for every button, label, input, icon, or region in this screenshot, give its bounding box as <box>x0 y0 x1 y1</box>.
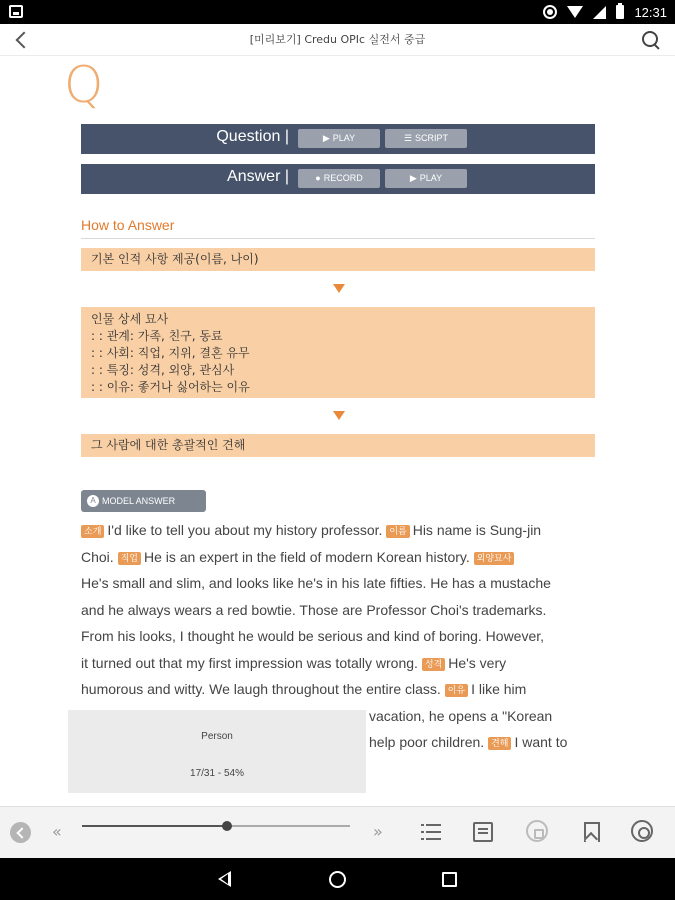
battery-icon <box>616 5 624 19</box>
script-icon: ☰ <box>403 133 413 143</box>
app-bar <box>0 24 675 56</box>
step-2-item: : : 관계: 가족, 친구, 동료 <box>91 329 223 343</box>
slider-fill <box>82 825 227 827</box>
page-slider[interactable] <box>82 825 350 827</box>
back-circle-icon[interactable] <box>10 822 31 843</box>
question-letter: Q <box>64 56 104 114</box>
step-box-2 <box>81 307 595 398</box>
answer-line: From his looks, I thought he would be serious and kind of boring. However, <box>81 628 545 644</box>
tag-label: 이유 <box>445 684 468 697</box>
question-label: Question | <box>216 128 289 145</box>
script-label: SCRIPT <box>415 133 449 143</box>
step-2-item: : : 특징: 성격, 외양, 관심사 <box>91 363 235 377</box>
tag-label: 직업 <box>118 552 141 565</box>
next-chapter-button[interactable]: » <box>373 822 383 841</box>
status-icons <box>543 3 667 21</box>
bookmark-icon[interactable] <box>578 820 602 844</box>
model-answer-button[interactable] <box>81 490 206 512</box>
step-2-item: : : 사회: 직업, 지위, 결혼 유무 <box>91 346 250 360</box>
step-2-item: : : 이유: 좋거나 싫어하는 이유 <box>91 380 250 394</box>
step-box-1 <box>81 248 595 271</box>
answer-line: and he always wears a red bowtie. Those are Professor Choi's trademarks. <box>81 601 547 618</box>
model-answer-label: MODEL ANSWER <box>102 496 176 506</box>
nav-home-icon[interactable] <box>329 871 346 888</box>
nav-recents-icon[interactable] <box>442 872 457 887</box>
answer-sentence: I want to <box>514 734 568 750</box>
question-play-button[interactable] <box>298 129 380 148</box>
clock: 12:31 <box>634 4 667 20</box>
how-to-answer-heading: How to Answer <box>81 217 175 233</box>
step-2-title: 인물 상세 묘사 <box>91 312 169 326</box>
slider-thumb[interactable] <box>222 821 232 831</box>
answer-line <box>81 517 601 544</box>
answer-sentence: He's very <box>448 654 507 671</box>
answer-sentence: His name is Sung-jin <box>412 522 542 538</box>
question-bar <box>81 124 595 154</box>
answer-label: Answer | <box>227 168 289 185</box>
step-3-text: 그 사람에 대한 총괄적인 견해 <box>91 438 246 452</box>
step-1-text: 기본 인적 사항 제공(이름, 나이) <box>91 252 259 266</box>
tag-label: 이름 <box>386 525 409 538</box>
navigation-bar <box>0 858 675 900</box>
answer-sentence: I like him <box>471 681 527 697</box>
tag-label: 견해 <box>488 737 511 750</box>
arrow-down-icon <box>333 284 345 293</box>
signal-icon <box>593 6 606 19</box>
wifi-icon <box>567 6 583 18</box>
settings-gear-icon[interactable] <box>631 820 653 842</box>
book-title: [미리보기] Credu OPIc 실전서 중급 <box>249 33 426 46</box>
answer-line <box>81 676 601 703</box>
answer-sentence: Choi. <box>81 548 114 565</box>
heading-divider <box>81 238 595 239</box>
question-play-label: PLAY <box>332 133 356 143</box>
answer-line <box>81 544 601 571</box>
vibrate-icon <box>543 5 557 19</box>
progress-popup <box>68 710 366 793</box>
toc-list-icon[interactable] <box>419 820 443 844</box>
record-icon: ● <box>315 173 321 183</box>
answer-play-label: PLAY <box>419 173 443 183</box>
record-label: RECORD <box>323 173 363 183</box>
answer-sentence: it turned out that my first impression was totally wrong. <box>81 654 418 671</box>
chapter-name: Person <box>201 731 233 742</box>
memo-icon[interactable] <box>473 822 493 842</box>
status-bar <box>0 0 675 24</box>
answer-sentence: I'd like to tell you about my history professor. <box>107 522 383 538</box>
record-button[interactable] <box>298 169 380 188</box>
page-position: 17/31 - 54% <box>190 768 244 779</box>
notification-icon <box>9 5 23 18</box>
answer-bar <box>81 164 595 194</box>
prev-chapter-button[interactable]: « <box>52 822 62 841</box>
answer-line: He's small and slim, and looks like he's in his late fifties. He has a mustache <box>81 575 551 591</box>
arrow-down-icon <box>333 411 345 420</box>
answer-sentence: He is an expert in the field of modern Korean history. <box>143 548 470 565</box>
answer-sentence: vacation, he opens a "Korean <box>369 707 553 724</box>
tag-label: 외양묘사 <box>474 552 515 565</box>
model-answer-icon: A <box>87 495 99 507</box>
answer-sentence: humorous and witty. We laugh throughout the entire class. <box>81 681 441 697</box>
script-button[interactable] <box>385 129 467 148</box>
play-icon: ▶ <box>322 133 330 143</box>
tag-label: 성격 <box>422 658 445 671</box>
reader-toolbar <box>0 806 675 858</box>
nav-back-icon[interactable] <box>218 871 231 887</box>
answer-play-button[interactable] <box>385 169 467 188</box>
step-box-3 <box>81 434 595 457</box>
answer-sentence: help poor children. <box>369 734 485 750</box>
play-icon: ▶ <box>409 173 417 183</box>
lock-icon[interactable] <box>526 820 548 842</box>
search-icon[interactable] <box>639 28 663 52</box>
tag-label: 소개 <box>81 525 104 538</box>
answer-line <box>81 650 601 677</box>
